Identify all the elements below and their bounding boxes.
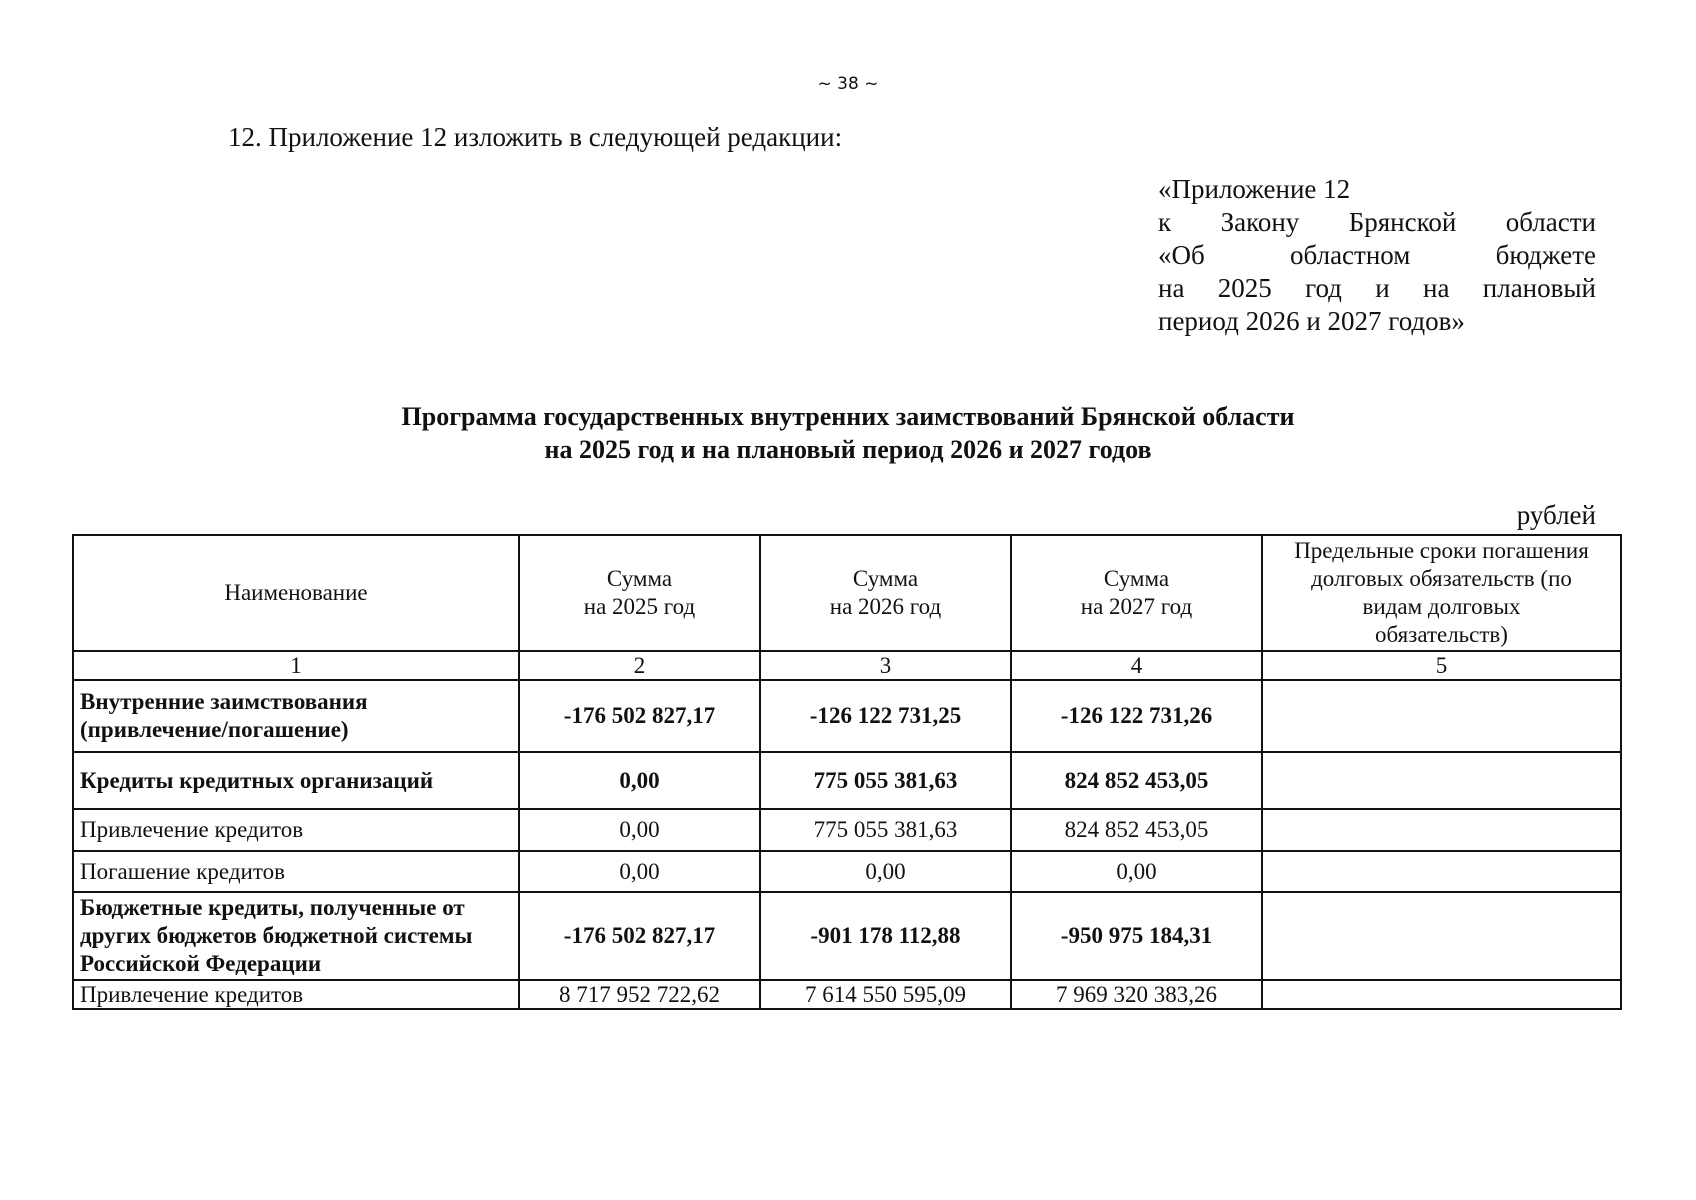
row-value-2025: -176 502 827,17: [519, 680, 760, 752]
appendix-reference: [1158, 173, 1596, 338]
table-row: [73, 851, 1621, 892]
row-value-2027: 824 852 453,05: [1011, 809, 1262, 851]
table-header-row: [73, 535, 1621, 651]
instruction-text: 12. Приложение 12 изложить в следующей редакции:: [228, 122, 843, 152]
appendix-word: год: [1305, 273, 1342, 303]
row-value-2027: -950 975 184,31: [1011, 892, 1262, 980]
header-name: Наименование: [73, 535, 519, 651]
appendix-word: плановый: [1482, 273, 1596, 303]
appendix-word: области: [1505, 207, 1596, 237]
row-value-2025: 0,00: [519, 752, 760, 809]
document-title-line-2: на 2025 год и на плановый период 2026 и 2027 годов: [544, 435, 1152, 464]
row-value-2026: 0,00: [760, 851, 1011, 892]
row-value-2027: -126 122 731,26: [1011, 680, 1262, 752]
header-repayment-terms: [1262, 535, 1621, 651]
appendix-line-2: [1158, 206, 1596, 239]
appendix-line-3: [1158, 239, 1596, 272]
column-number-row: [73, 651, 1621, 680]
row-terms: [1262, 892, 1621, 980]
appendix-word: и: [1375, 273, 1390, 303]
appendix-line-1: «Приложение 12: [1158, 174, 1351, 204]
row-value-2026: -901 178 112,88: [760, 892, 1011, 980]
appendix-word: «Об: [1158, 240, 1205, 270]
header-line: долговых обязательств (по: [1311, 566, 1572, 591]
row-terms: [1262, 809, 1621, 851]
row-value-2026: 7 614 550 595,09: [760, 980, 1011, 1009]
row-value-2026: 775 055 381,63: [760, 752, 1011, 809]
row-value-2025: -176 502 827,17: [519, 892, 760, 980]
row-name: Кредиты кредитных организаций: [73, 752, 519, 809]
row-name: Внутренние заимствования (привлечение/погашение): [73, 680, 519, 752]
appendix-line-5: период 2026 и 2027 годов»: [1158, 306, 1465, 336]
row-name: Привлечение кредитов: [73, 980, 519, 1009]
appendix-word: бюджете: [1495, 240, 1596, 270]
units-label: рублей: [1516, 500, 1596, 530]
header-line: видам долговых: [1362, 594, 1521, 619]
column-number: 4: [1011, 651, 1262, 680]
table-row: [73, 680, 1621, 752]
column-number: 2: [519, 651, 760, 680]
appendix-word: на: [1423, 273, 1450, 303]
table-row: [73, 892, 1621, 980]
column-number: 5: [1262, 651, 1621, 680]
row-terms: [1262, 980, 1621, 1009]
row-terms: [1262, 680, 1621, 752]
document-title: [0, 400, 1696, 466]
row-value-2025: 0,00: [519, 809, 760, 851]
row-value-2027: 7 969 320 383,26: [1011, 980, 1262, 1009]
appendix-word: Брянской: [1348, 207, 1457, 237]
document-title-line-1: Программа государственных внутренних заимствований Брянской области: [401, 402, 1295, 431]
row-name: Бюджетные кредиты, полученные от других бюджетов бюджетной системы Российской Федерации: [73, 892, 519, 980]
borrowing-program-table: [72, 534, 1622, 1010]
row-name: Привлечение кредитов: [73, 809, 519, 851]
table-row: [73, 752, 1621, 809]
appendix-line-4: [1158, 272, 1596, 305]
header-line: на 2027 год: [1080, 594, 1193, 619]
row-value-2025: 0,00: [519, 851, 760, 892]
appendix-word: на: [1158, 273, 1185, 303]
row-value-2027: 824 852 453,05: [1011, 752, 1262, 809]
row-name: Погашение кредитов: [73, 851, 519, 892]
row-value-2027: 0,00: [1011, 851, 1262, 892]
appendix-word: 2025: [1217, 273, 1272, 303]
header-line: Сумма: [852, 566, 919, 591]
appendix-word: областном: [1290, 240, 1411, 270]
page-number: ~ 38 ~: [817, 74, 879, 94]
column-number: 1: [73, 651, 519, 680]
header-line: Сумма: [1103, 566, 1170, 591]
table-row: [73, 809, 1621, 851]
row-value-2026: -126 122 731,25: [760, 680, 1011, 752]
header-line: на 2025 год: [583, 594, 696, 619]
appendix-word: к: [1158, 207, 1172, 237]
header-line: на 2026 год: [829, 594, 942, 619]
column-number: 3: [760, 651, 1011, 680]
row-value-2025: 8 717 952 722,62: [519, 980, 760, 1009]
row-terms: [1262, 851, 1621, 892]
header-line: обязательств): [1375, 622, 1508, 647]
header-sum-2027: [1011, 535, 1262, 651]
header-line: Сумма: [606, 566, 673, 591]
header-sum-2026: [760, 535, 1011, 651]
header-sum-2025: [519, 535, 760, 651]
row-terms: [1262, 752, 1621, 809]
row-value-2026: 775 055 381,63: [760, 809, 1011, 851]
table-row: [73, 980, 1621, 1009]
appendix-word: Закону: [1220, 207, 1300, 237]
header-line: Предельные сроки погашения: [1294, 538, 1589, 563]
